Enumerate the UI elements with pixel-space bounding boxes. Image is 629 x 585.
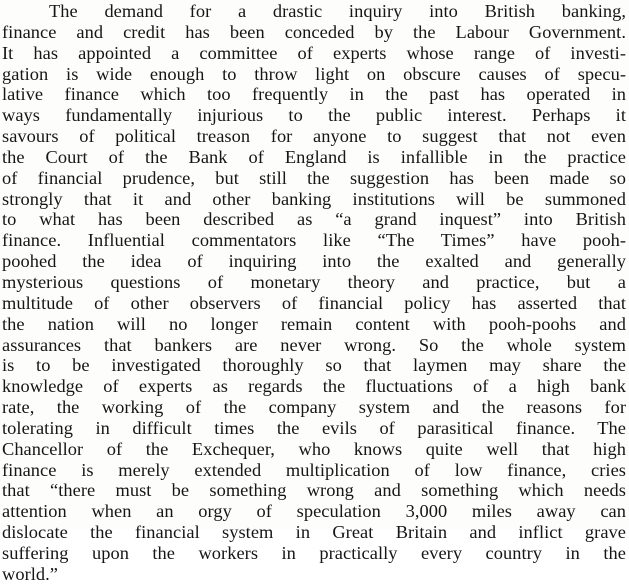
article-line: strongly that it and other banking institutions will be summoned [2,188,626,209]
article-line: multitude of other observers of financial policy has asserted that [2,292,626,313]
article-line: Chancellor of the Exchequer, who knows quite well that high [2,438,626,459]
article-line: rate, the working of the company system and the reasons for [2,397,626,418]
article-line: the nation will no longer remain content with pooh-poohs and [2,313,626,334]
article-line: gation is wide enough to throw light on obscure causes of specu- [2,63,626,84]
article-line: lative finance which too frequently in the past has operated in [2,84,626,105]
article-line: ways fundamentally injurious to the public interest. Perhaps it [2,105,626,126]
article-line: of financial prudence, but still the suggestion has been made so [2,167,626,188]
article-line: attention when an orgy of speculation 3,000 miles away can [2,501,626,522]
article-line: finance is merely extended multiplication of low finance, cries [2,459,626,480]
article-line: to what has been described as “a grand inquest” into British [2,209,626,230]
article-line: is to be investigated thoroughly so that laymen may share the [2,355,626,376]
article-line: mysterious questions of monetary theory and practice, but a [2,271,626,292]
article-line: the Court of the Bank of England is infallible in the practice [2,146,626,167]
article-line: knowledge of experts as regards the fluctuations of a high bank [2,376,626,397]
article-line: that “there must be something wrong and something which needs [2,480,626,501]
article-column [2,1,626,585]
article-line: suffering upon the workers in practically every country in the [2,542,626,563]
article-line: tolerating in difficult times the evils of parasitical finance. The [2,417,626,438]
article-line: finance. Influential commentators like “The Times” have pooh- [2,230,626,251]
article-line: world.” [2,563,59,584]
article-line: assurances that bankers are never wrong. So the whole system [2,334,626,355]
article-line: poohed the idea of inquiring into the exalted and generally [2,251,626,272]
article-line: The demand for a drastic inquiry into British banking, [49,1,626,21]
article-line: savours of political treason for anyone to suggest that not even [2,126,626,147]
article-line: It has appointed a committee of experts whose range of investi- [2,42,626,63]
article-line: finance and credit has been conceded by the Labour Government. [2,21,626,42]
article-line: dislocate the financial system in Great Britain and inflict grave [2,522,626,543]
